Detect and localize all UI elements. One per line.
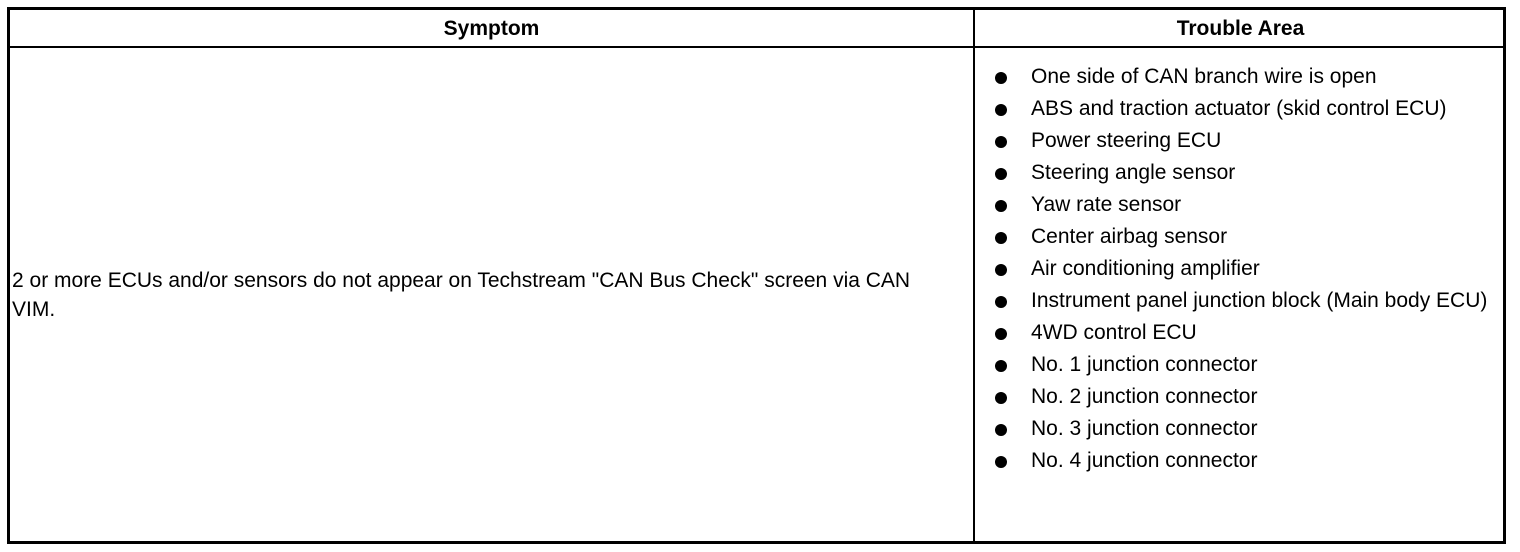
- list-item: [995, 285, 1495, 317]
- bullet-icon: [995, 264, 1007, 276]
- list-item: [995, 317, 1495, 349]
- list-item: [995, 157, 1495, 189]
- symptom-cell: [12, 48, 962, 541]
- trouble-area-item: No. 4 junction connector: [1031, 449, 1258, 472]
- trouble-table: [7, 7, 1506, 544]
- trouble-area-item: No. 1 junction connector: [1031, 353, 1258, 376]
- trouble-area-item: Air conditioning amplifier: [1031, 257, 1260, 280]
- bullet-icon: [995, 168, 1007, 180]
- trouble-area-item: Center airbag sensor: [1031, 225, 1228, 248]
- bullet-icon: [995, 424, 1007, 436]
- trouble-area-item: Yaw rate sensor: [1031, 193, 1182, 216]
- trouble-area-item: No. 2 junction connector: [1031, 385, 1258, 408]
- list-item: [995, 381, 1495, 413]
- bullet-icon: [995, 360, 1007, 372]
- trouble-area-item: Steering angle sensor: [1031, 161, 1236, 184]
- list-item: [995, 253, 1495, 285]
- trouble-area-item: Power steering ECU: [1031, 129, 1222, 152]
- column-divider: [973, 10, 975, 541]
- trouble-area-item: One side of CAN branch wire is open: [1031, 65, 1377, 88]
- symptom-header: Symptom: [443, 17, 540, 40]
- trouble-area-item: 4WD control ECU: [1031, 321, 1197, 344]
- bullet-icon: [995, 136, 1007, 148]
- bullet-icon: [995, 328, 1007, 340]
- list-item: [995, 125, 1495, 157]
- list-item: [995, 413, 1495, 445]
- trouble-area-item: No. 3 junction connector: [1031, 417, 1258, 440]
- list-item: [995, 221, 1495, 253]
- header-row: [10, 10, 1503, 48]
- trouble-area-header: Trouble Area: [1176, 17, 1305, 40]
- bullet-icon: [995, 392, 1007, 404]
- trouble-area-item: Instrument panel junction block (Main body ECU): [1031, 289, 1488, 312]
- bullet-icon: [995, 72, 1007, 84]
- bullet-icon: [995, 200, 1007, 212]
- symptom-text: 2 or more ECUs and/or sensors do not appear on Techstream "CAN Bus Check" screen via CAN VIM.: [12, 268, 911, 321]
- list-item: [995, 445, 1495, 477]
- list-item: [995, 349, 1495, 381]
- trouble-area-item: ABS and traction actuator (skid control ECU): [1031, 97, 1447, 120]
- bullet-icon: [995, 296, 1007, 308]
- bullet-icon: [995, 104, 1007, 116]
- bullet-icon: [995, 456, 1007, 468]
- list-item: [995, 93, 1495, 125]
- list-item: [995, 189, 1495, 221]
- list-item: [995, 61, 1495, 93]
- bullet-icon: [995, 232, 1007, 244]
- trouble-area-list: [995, 61, 1495, 477]
